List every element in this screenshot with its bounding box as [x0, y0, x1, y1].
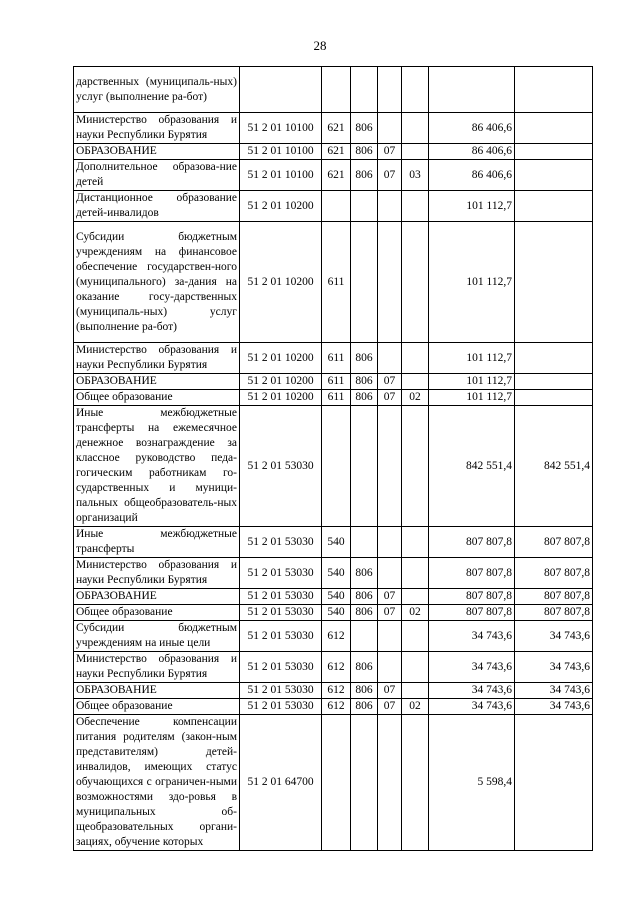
row-name-cell: Дистанционное образование детей-инвалидов [74, 191, 240, 222]
target-article-cell: 51 2 01 53030 [240, 652, 322, 683]
administrator-code-cell [351, 67, 378, 113]
row-name-cell: Обеспечение компенсации питания родителям (закон-ным представителям) детей-инвалидов, имеющих статус обучающихся с ограничен-ными возможностями здо-ровья в муниципальных об-щеобразовательных органи-зациях, обучение которых [74, 715, 240, 851]
federal-amount-cell: 34 743,6 [515, 621, 593, 652]
administrator-code-cell: 806 [351, 113, 378, 144]
federal-amount-cell [515, 113, 593, 144]
amount-cell [429, 67, 515, 113]
subsection-code-cell [402, 191, 429, 222]
subsection-code-cell [402, 144, 429, 160]
amount-cell: 807 807,8 [429, 527, 515, 558]
subsection-code-cell [402, 621, 429, 652]
subsection-code-cell [402, 589, 429, 605]
section-code-cell: 07 [378, 144, 402, 160]
amount-cell: 807 807,8 [429, 558, 515, 589]
table-row [74, 406, 593, 527]
target-article-cell: 51 2 01 10200 [240, 191, 322, 222]
budget-table [73, 66, 593, 851]
administrator-code-cell: 806 [351, 390, 378, 406]
federal-amount-cell [515, 222, 593, 343]
subsection-code-cell [402, 113, 429, 144]
target-article-cell: 51 2 01 10100 [240, 144, 322, 160]
subsection-code-cell [402, 652, 429, 683]
section-code-cell: 07 [378, 699, 402, 715]
amount-cell: 842 551,4 [429, 406, 515, 527]
subsection-code-cell [402, 406, 429, 527]
target-article-cell [240, 67, 322, 113]
expense-type-cell: 611 [322, 390, 351, 406]
section-code-cell [378, 527, 402, 558]
administrator-code-cell: 806 [351, 343, 378, 374]
row-name-cell: Иные межбюджетные трансферты [74, 527, 240, 558]
section-code-cell [378, 191, 402, 222]
table-row [74, 191, 593, 222]
table-row [74, 621, 593, 652]
row-name-cell: Субсидии бюджетным учреждениям на финансовое обеспечение государствен-ного (муниципального) за-дания на оказание госу-дарственных (муниципаль-ных) услуг (выполнение ра-бот) [74, 222, 240, 343]
page-number: 28 [313, 38, 327, 53]
target-article-cell: 51 2 01 10100 [240, 113, 322, 144]
section-code-cell: 07 [378, 683, 402, 699]
section-code-cell [378, 67, 402, 113]
administrator-code-cell: 806 [351, 652, 378, 683]
table-row [74, 67, 593, 113]
expense-type-cell [322, 406, 351, 527]
target-article-cell: 51 2 01 10200 [240, 222, 322, 343]
administrator-code-cell: 806 [351, 605, 378, 621]
expense-type-cell [322, 715, 351, 851]
table-row [74, 715, 593, 851]
row-name-cell: Дополнительное образова-ние детей [74, 160, 240, 191]
federal-amount-cell [515, 343, 593, 374]
table-row [74, 652, 593, 683]
federal-amount-cell: 34 743,6 [515, 683, 593, 699]
amount-cell: 34 743,6 [429, 621, 515, 652]
section-code-cell [378, 558, 402, 589]
row-name-cell: дарственных (муниципаль-ных) услуг (выполнение ра-бот) [74, 67, 240, 113]
federal-amount-cell [515, 144, 593, 160]
administrator-code-cell [351, 621, 378, 652]
section-code-cell: 07 [378, 605, 402, 621]
amount-cell: 101 112,7 [429, 222, 515, 343]
administrator-code-cell: 806 [351, 144, 378, 160]
target-article-cell: 51 2 01 53030 [240, 621, 322, 652]
section-code-cell [378, 652, 402, 683]
expense-type-cell: 540 [322, 589, 351, 605]
administrator-code-cell [351, 715, 378, 851]
federal-amount-cell [515, 160, 593, 191]
table-row [74, 144, 593, 160]
expense-type-cell: 540 [322, 605, 351, 621]
federal-amount-cell [515, 374, 593, 390]
target-article-cell: 51 2 01 53030 [240, 699, 322, 715]
administrator-code-cell [351, 222, 378, 343]
federal-amount-cell: 807 807,8 [515, 605, 593, 621]
row-name-cell: Министерство образования и науки Республики Бурятия [74, 652, 240, 683]
row-name-cell: Министерство образования и науки Республики Бурятия [74, 343, 240, 374]
subsection-code-cell [402, 527, 429, 558]
section-code-cell [378, 113, 402, 144]
federal-amount-cell [515, 715, 593, 851]
target-article-cell: 51 2 01 10200 [240, 390, 322, 406]
table-row [74, 683, 593, 699]
target-article-cell: 51 2 01 53030 [240, 527, 322, 558]
section-code-cell [378, 343, 402, 374]
amount-cell: 34 743,6 [429, 699, 515, 715]
table-row [74, 390, 593, 406]
section-code-cell: 07 [378, 589, 402, 605]
section-code-cell [378, 621, 402, 652]
expense-type-cell [322, 67, 351, 113]
expense-type-cell: 612 [322, 621, 351, 652]
federal-amount-cell [515, 191, 593, 222]
target-article-cell: 51 2 01 53030 [240, 605, 322, 621]
target-article-cell: 51 2 01 10200 [240, 374, 322, 390]
table-row [74, 222, 593, 343]
section-code-cell [378, 222, 402, 343]
row-name-cell: Министерство образования и науки Республики Бурятия [74, 113, 240, 144]
federal-amount-cell: 34 743,6 [515, 652, 593, 683]
section-code-cell: 07 [378, 160, 402, 191]
subsection-code-cell [402, 222, 429, 343]
target-article-cell: 51 2 01 53030 [240, 406, 322, 527]
subsection-code-cell [402, 715, 429, 851]
amount-cell: 86 406,6 [429, 113, 515, 144]
amount-cell: 101 112,7 [429, 191, 515, 222]
table-row [74, 589, 593, 605]
federal-amount-cell [515, 390, 593, 406]
row-name-cell: ОБРАЗОВАНИЕ [74, 144, 240, 160]
amount-cell: 101 112,7 [429, 343, 515, 374]
target-article-cell: 51 2 01 10100 [240, 160, 322, 191]
expense-type-cell: 621 [322, 160, 351, 191]
row-name-cell: Субсидии бюджетным учреждениям на иные цели [74, 621, 240, 652]
administrator-code-cell: 806 [351, 699, 378, 715]
subsection-code-cell [402, 374, 429, 390]
row-name-cell: Общее образование [74, 605, 240, 621]
administrator-code-cell: 806 [351, 558, 378, 589]
expense-type-cell: 612 [322, 699, 351, 715]
federal-amount-cell: 842 551,4 [515, 406, 593, 527]
federal-amount-cell [515, 67, 593, 113]
target-article-cell: 51 2 01 53030 [240, 558, 322, 589]
table-row [74, 558, 593, 589]
amount-cell: 5 598,4 [429, 715, 515, 851]
expense-type-cell: 611 [322, 343, 351, 374]
section-code-cell: 07 [378, 390, 402, 406]
row-name-cell: ОБРАЗОВАНИЕ [74, 374, 240, 390]
amount-cell: 807 807,8 [429, 605, 515, 621]
administrator-code-cell: 806 [351, 160, 378, 191]
subsection-code-cell [402, 558, 429, 589]
target-article-cell: 51 2 01 10200 [240, 343, 322, 374]
row-name-cell: Общее образование [74, 699, 240, 715]
section-code-cell: 07 [378, 374, 402, 390]
amount-cell: 34 743,6 [429, 652, 515, 683]
subsection-code-cell [402, 67, 429, 113]
target-article-cell: 51 2 01 53030 [240, 683, 322, 699]
row-name-cell: Общее образование [74, 390, 240, 406]
subsection-code-cell: 02 [402, 605, 429, 621]
table-row [74, 343, 593, 374]
row-name-cell: ОБРАЗОВАНИЕ [74, 589, 240, 605]
subsection-code-cell: 02 [402, 699, 429, 715]
administrator-code-cell: 806 [351, 374, 378, 390]
expense-type-cell: 621 [322, 144, 351, 160]
subsection-code-cell: 03 [402, 160, 429, 191]
section-code-cell [378, 715, 402, 851]
amount-cell: 86 406,6 [429, 160, 515, 191]
amount-cell: 807 807,8 [429, 589, 515, 605]
federal-amount-cell: 807 807,8 [515, 527, 593, 558]
expense-type-cell: 612 [322, 652, 351, 683]
table-row [74, 699, 593, 715]
expense-type-cell: 612 [322, 683, 351, 699]
amount-cell: 34 743,6 [429, 683, 515, 699]
row-name-cell: Иные межбюджетные трансферты на ежемесячное денежное вознаграждение за классное руководство педа-гогическим работникам го-сударственных и муници-пальных общеобразователь-ных организаций [74, 406, 240, 527]
administrator-code-cell [351, 191, 378, 222]
administrator-code-cell: 806 [351, 589, 378, 605]
table-row [74, 374, 593, 390]
expense-type-cell [322, 191, 351, 222]
table-row [74, 527, 593, 558]
administrator-code-cell: 806 [351, 683, 378, 699]
administrator-code-cell [351, 406, 378, 527]
expense-type-cell: 540 [322, 527, 351, 558]
table-row [74, 160, 593, 191]
expense-type-cell: 621 [322, 113, 351, 144]
federal-amount-cell: 807 807,8 [515, 589, 593, 605]
expense-type-cell: 611 [322, 222, 351, 343]
target-article-cell: 51 2 01 53030 [240, 589, 322, 605]
subsection-code-cell: 02 [402, 390, 429, 406]
row-name-cell: ОБРАЗОВАНИЕ [74, 683, 240, 699]
table-row [74, 113, 593, 144]
budget-table-body [74, 67, 593, 851]
section-code-cell [378, 406, 402, 527]
target-article-cell: 51 2 01 64700 [240, 715, 322, 851]
administrator-code-cell [351, 527, 378, 558]
table-row [74, 605, 593, 621]
expense-type-cell: 611 [322, 374, 351, 390]
federal-amount-cell: 807 807,8 [515, 558, 593, 589]
federal-amount-cell: 34 743,6 [515, 699, 593, 715]
row-name-cell: Министерство образования и науки Республики Бурятия [74, 558, 240, 589]
amount-cell: 101 112,7 [429, 390, 515, 406]
subsection-code-cell [402, 343, 429, 374]
expense-type-cell: 540 [322, 558, 351, 589]
amount-cell: 86 406,6 [429, 144, 515, 160]
subsection-code-cell [402, 683, 429, 699]
amount-cell: 101 112,7 [429, 374, 515, 390]
